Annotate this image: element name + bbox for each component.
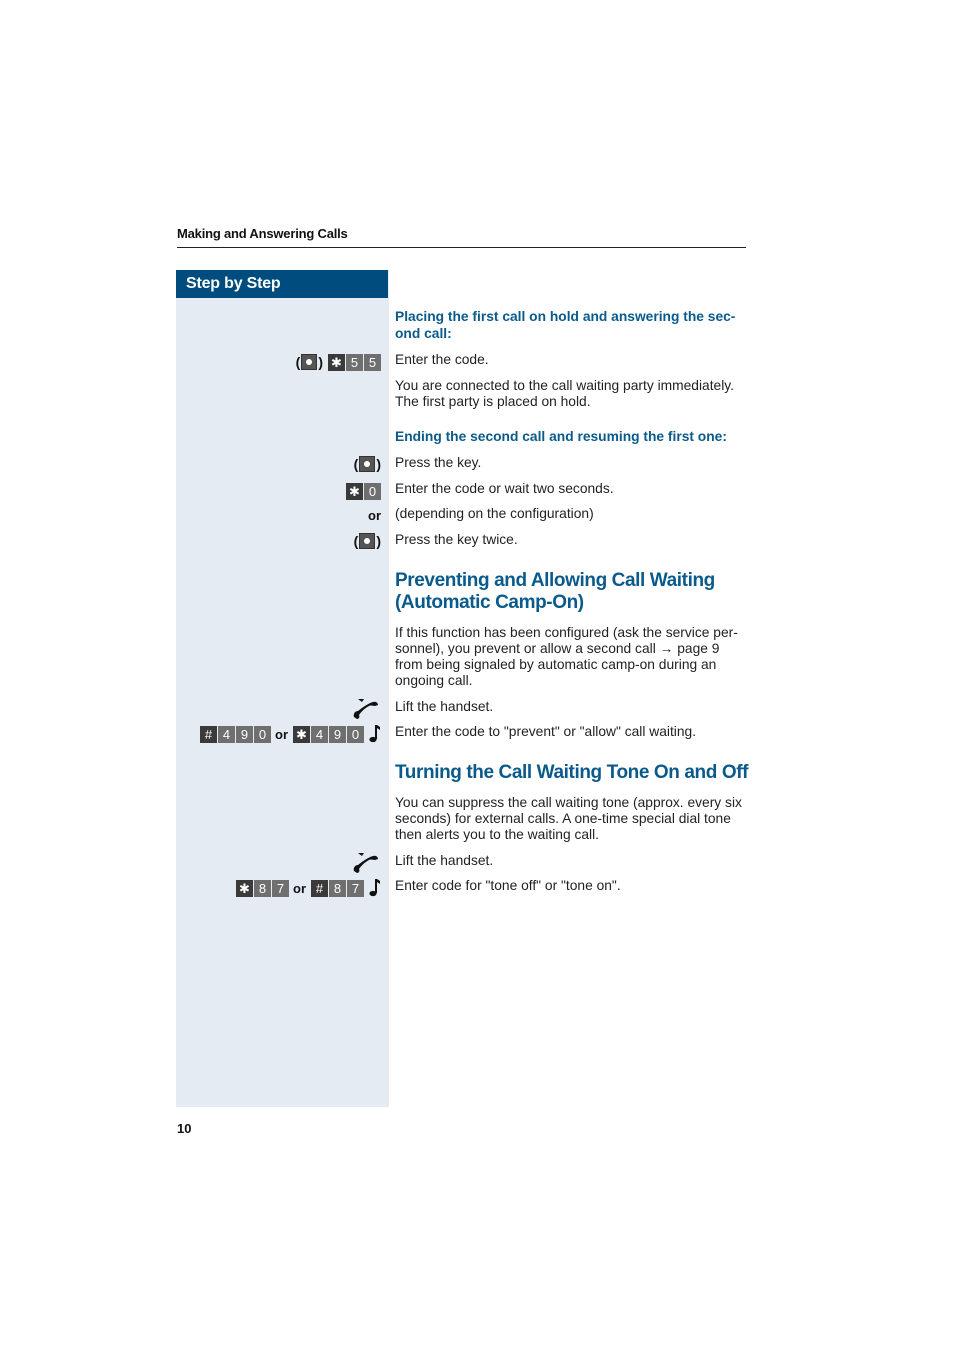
step-text: Enter code for "tone off" or "tone on". <box>395 878 621 893</box>
paren-open: ( <box>353 456 359 472</box>
consultation-key-icon <box>359 533 375 549</box>
paren-open: ( <box>353 533 359 549</box>
consult-key-row <box>354 455 381 473</box>
running-header: Making and Answering Calls <box>177 226 348 241</box>
or-label: or <box>293 880 306 896</box>
handset-row <box>351 851 381 875</box>
digit-key: 9 <box>236 726 253 743</box>
section-heading-camp-on <box>395 570 755 614</box>
paragraph-line: The first party is placed on hold. <box>395 394 591 409</box>
hash-key: # <box>311 880 328 897</box>
consultation-key-icon <box>301 354 317 370</box>
page-number: 10 <box>177 1121 192 1136</box>
star-key: ✱ <box>328 354 345 371</box>
step-by-step-title: Step by Step <box>176 270 388 298</box>
heading-line: ond call: <box>395 326 452 341</box>
paragraph <box>395 378 747 410</box>
paragraph-line: If this function has been configured (ask the service per- <box>395 625 738 640</box>
code-keys-row <box>345 482 381 500</box>
step-text: Enter the code. <box>395 352 489 367</box>
digit-key: 4 <box>218 726 235 743</box>
step-text: Lift the handset. <box>395 699 494 714</box>
paragraph-line: sonnel), you prevent or allow a second call → page 9 <box>395 641 720 656</box>
digit-key: 0 <box>254 726 271 743</box>
step-text: Enter the code or wait two seconds. <box>395 481 614 496</box>
code-keys-row <box>199 724 381 744</box>
hash-key: # <box>200 726 217 743</box>
digit-key: 0 <box>364 483 381 500</box>
paragraph-line: then alerts you to the waiting call. <box>395 827 600 842</box>
step-text: Press the key. <box>395 455 482 470</box>
paragraph-line: You are connected to the call waiting party immediately. <box>395 378 734 393</box>
paragraph-line: seconds) for external calls. A one-time special dial tone <box>395 811 731 826</box>
header-rule <box>177 247 746 248</box>
or-label-row <box>364 506 381 524</box>
digit-key: 7 <box>272 880 289 897</box>
consultation-key-icon <box>359 456 375 472</box>
digit-key: 5 <box>346 354 363 371</box>
digit-key: 8 <box>329 880 346 897</box>
heading-line: Placing the first call on hold and answering the sec- <box>395 309 736 324</box>
digit-key: 8 <box>254 880 271 897</box>
paren-close: ) <box>376 456 381 472</box>
section-heading-ending-second-call: Ending the second call and resuming the first one: <box>395 429 727 444</box>
step-text: Enter the code to "prevent" or "allow" call waiting. <box>395 724 697 739</box>
code-keys-row <box>235 878 381 898</box>
or-label: or <box>275 726 288 742</box>
paragraph <box>395 795 747 843</box>
section-heading-hold-answer <box>395 308 747 342</box>
or-label: or <box>368 507 381 523</box>
digit-key: 9 <box>329 726 346 743</box>
digit-key: 0 <box>347 726 364 743</box>
handset-icon <box>351 851 381 875</box>
step-text: (depending on the configuration) <box>395 506 594 521</box>
star-key: ✱ <box>346 483 363 500</box>
musical-note-icon <box>367 878 381 898</box>
heading-line: Preventing and Allowing Call Waiting <box>395 570 715 591</box>
paragraph-line: ongoing call. <box>395 673 473 688</box>
digit-key: 4 <box>311 726 328 743</box>
musical-note-icon <box>367 724 381 744</box>
paragraph-line: You can suppress the call waiting tone (approx. every six <box>395 795 742 810</box>
handset-icon <box>351 697 381 721</box>
paren-close: ) <box>318 354 323 370</box>
paragraph <box>395 625 747 689</box>
heading-line: (Automatic Camp-On) <box>395 592 584 613</box>
paren-open: ( <box>295 354 301 370</box>
step-text: Lift the handset. <box>395 853 494 868</box>
handset-row <box>351 697 381 721</box>
digit-key: 7 <box>347 880 364 897</box>
step-text: Press the key twice. <box>395 532 518 547</box>
star-key: ✱ <box>293 726 310 743</box>
paragraph-line: from being signaled by automatic camp-on during an <box>395 657 717 672</box>
digit-key: 5 <box>364 354 381 371</box>
paren-close: ) <box>376 533 381 549</box>
code-keys-row <box>296 353 381 371</box>
star-key: ✱ <box>236 880 253 897</box>
consult-key-row <box>354 532 381 550</box>
section-heading-call-waiting-tone: Turning the Call Waiting Tone On and Off <box>395 762 749 783</box>
step-by-step-column <box>176 270 389 1107</box>
